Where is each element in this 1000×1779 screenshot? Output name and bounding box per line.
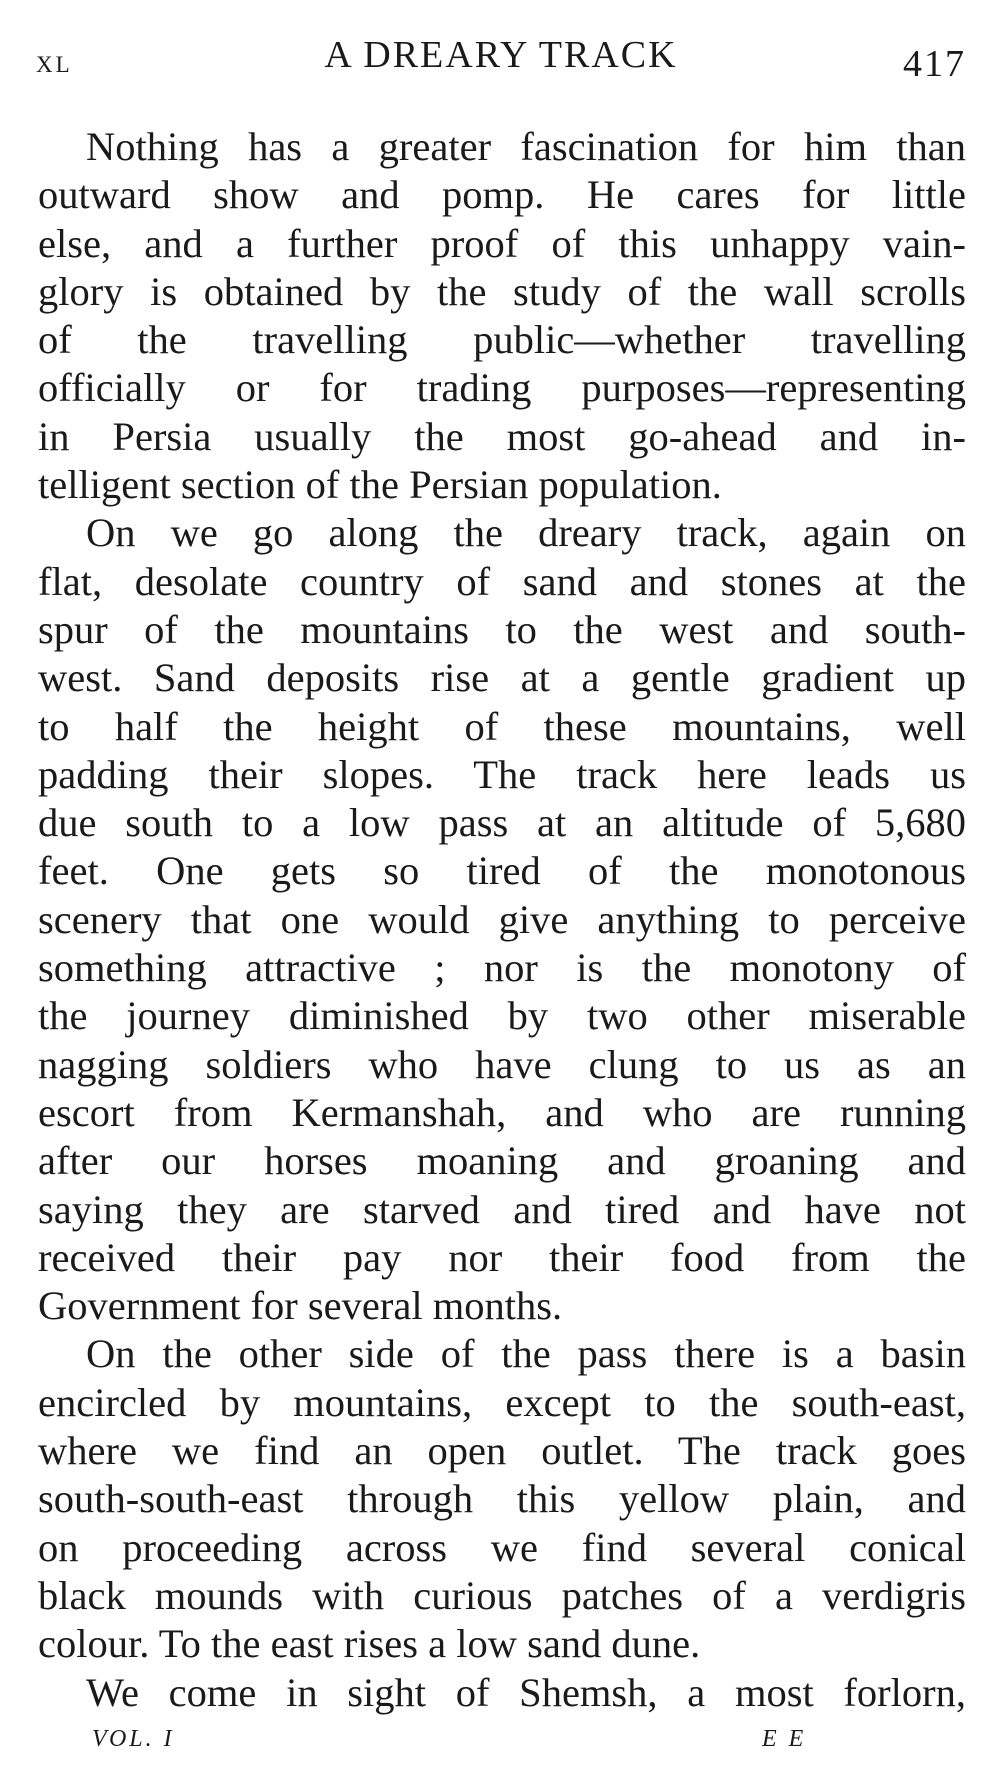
body-text bbox=[38, 123, 966, 1717]
text-line: escort from Kermanshah, and who are running bbox=[38, 1089, 966, 1135]
text-line: where we find an open outlet. The track goes bbox=[38, 1428, 966, 1474]
text-line: spur of the mountains to the west and south- bbox=[38, 606, 966, 652]
text-line: nagging soldiers who have clung to us as an bbox=[38, 1041, 966, 1087]
volume-mark: VOL. I bbox=[92, 1726, 175, 1752]
text-line: glory is obtained by the study of the wall scrolls bbox=[38, 268, 966, 314]
text-line: We come in sight of Shemsh, a most forlorn, bbox=[86, 1669, 966, 1715]
text-line: On we go along the dreary track, again on bbox=[86, 510, 966, 556]
text-line: in Persia usually the most go-ahead and in- bbox=[38, 413, 966, 459]
text-line: officially or for trading purposes—representing bbox=[38, 365, 966, 411]
text-line: on proceeding across we find several conical bbox=[38, 1524, 966, 1570]
paragraph bbox=[38, 1330, 966, 1668]
text-line: something attractive ; nor is the monotony of bbox=[38, 945, 966, 991]
text-line: flat, desolate country of sand and stones at the bbox=[38, 558, 966, 604]
text-line: the journey diminished by two other miserable bbox=[38, 993, 966, 1039]
text-line: due south to a low pass at an altitude of 5,680 bbox=[38, 800, 966, 846]
text-line: south-south-east through this yellow plain, and bbox=[38, 1476, 966, 1522]
text-line: Nothing has a greater fascination for him than bbox=[86, 124, 966, 169]
paragraph bbox=[38, 1669, 966, 1717]
paragraph bbox=[38, 123, 966, 509]
text-line: colour. To the east rises a low sand dune. bbox=[38, 1621, 701, 1667]
text-line: outward show and pomp. He cares for little bbox=[38, 172, 966, 218]
text-line: scenery that one would give anything to perceive bbox=[38, 896, 966, 942]
text-line: encircled by mountains, except to the south-east, bbox=[38, 1379, 966, 1425]
text-line: telligent section of the Persian population. bbox=[38, 462, 722, 508]
text-line: padding their slopes. The track here leads us bbox=[38, 751, 966, 797]
text-line: saying they are starved and tired and have not bbox=[38, 1186, 966, 1232]
signature-mark: E E bbox=[762, 1726, 807, 1752]
running-title: A DREARY TRACK bbox=[324, 34, 678, 76]
page-footer bbox=[92, 1726, 852, 1766]
text-line: black mounds with curious patches of a verdigris bbox=[38, 1572, 966, 1618]
text-line: received their pay nor their food from the bbox=[38, 1234, 966, 1280]
text-line: Government for several months. bbox=[38, 1283, 563, 1329]
page-header bbox=[36, 30, 966, 90]
text-line: of the travelling public—whether travelling bbox=[38, 317, 966, 363]
text-line: On the other side of the pass there is a basin bbox=[86, 1331, 966, 1377]
text-line: else, and a further proof of this unhappy vain- bbox=[38, 220, 966, 266]
page-number: 417 bbox=[903, 43, 966, 85]
text-line: after our horses moaning and groaning and bbox=[38, 1138, 966, 1184]
text-line: to half the height of these mountains, well bbox=[38, 703, 966, 749]
text-line: west. Sand deposits rise at a gentle gradient up bbox=[38, 655, 966, 701]
text-line: feet. One gets so tired of the monotonous bbox=[38, 848, 966, 894]
paragraph bbox=[38, 509, 966, 1330]
chapter-number: XL bbox=[36, 52, 73, 77]
